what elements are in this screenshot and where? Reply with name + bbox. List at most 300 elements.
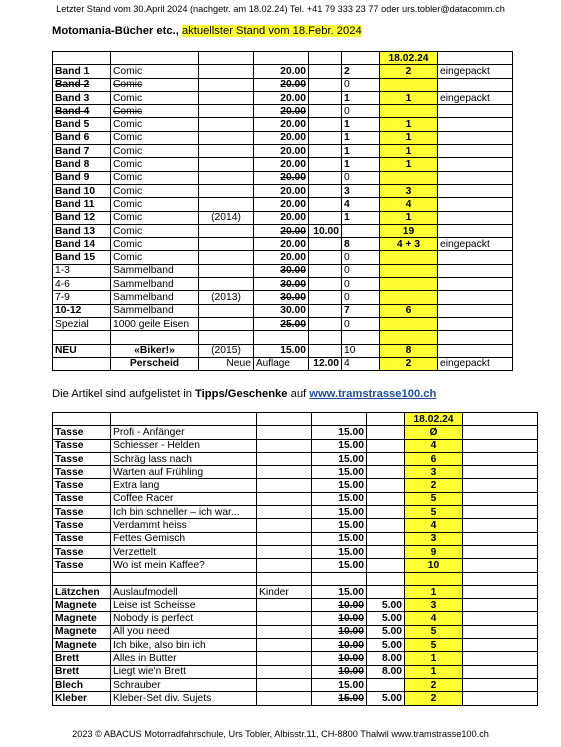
article-price: 10.00: [312, 612, 367, 625]
article-row: [53, 519, 538, 532]
article-extra: [257, 625, 312, 638]
books-table: [52, 51, 513, 371]
article-available: 9: [405, 545, 463, 558]
article-description: All you need: [111, 625, 257, 638]
article-note: [463, 692, 538, 705]
book-row: [53, 211, 513, 224]
book-type: Comic: [111, 171, 199, 184]
book-stock: 3: [342, 184, 380, 197]
book-name: Band 12: [53, 211, 111, 224]
article-available: 4: [405, 439, 463, 452]
article-description: Profi - Anfänger: [111, 426, 257, 439]
book-year: [199, 105, 254, 118]
article-category: Tasse: [53, 439, 111, 452]
book-stock: 0: [342, 78, 380, 91]
book-discount: [309, 238, 342, 251]
article-discount: [367, 678, 405, 691]
book-price: 30.00: [254, 304, 309, 317]
article-note: [463, 439, 538, 452]
book-name: Band 8: [53, 158, 111, 171]
article-available: 5: [405, 625, 463, 638]
book-note: eingepackt: [438, 65, 513, 78]
article-description: Liegt wie'n Brett: [111, 665, 257, 678]
article-discount: 5.00: [367, 692, 405, 705]
book-discount: [309, 317, 342, 330]
article-discount: [367, 519, 405, 532]
book-stock: 1: [342, 91, 380, 104]
article-note: [463, 599, 538, 612]
article-price: 15.00: [312, 532, 367, 545]
article-available: 5: [405, 639, 463, 652]
article-extra: [257, 545, 312, 558]
biker-title: «Biker!»: [111, 344, 199, 357]
book-discount: [309, 105, 342, 118]
article-row: [53, 612, 538, 625]
book-stock: 4: [342, 198, 380, 211]
article-extra: [257, 572, 312, 585]
article-discount: [367, 545, 405, 558]
book-name: Spezial: [53, 317, 111, 330]
book-price: 20.00: [254, 184, 309, 197]
book-price: 20.00: [254, 158, 309, 171]
book-name: Band 1: [53, 65, 111, 78]
book-year: (2013): [199, 291, 254, 304]
article-extra: [257, 426, 312, 439]
book-available: 1: [380, 118, 438, 131]
article-available: Ø: [405, 426, 463, 439]
book-price: 20.00: [254, 198, 309, 211]
article-category: Tasse: [53, 506, 111, 519]
article-extra: [257, 678, 312, 691]
article-discount: [367, 532, 405, 545]
book-row: [53, 304, 513, 317]
book-row: [53, 105, 513, 118]
title-rest: etc.,: [153, 25, 182, 37]
article-row: [53, 585, 538, 598]
book-available: 19: [380, 224, 438, 237]
book-row: [53, 251, 513, 264]
article-discount: [367, 585, 405, 598]
book-available: [380, 291, 438, 304]
book-year: [199, 238, 254, 251]
book-row: [53, 238, 513, 251]
book-year: [199, 158, 254, 171]
article-price: 10.00: [312, 652, 367, 665]
article-extra: [257, 439, 312, 452]
book-note: [438, 184, 513, 197]
title-highlight: aktuellster Stand vom 18.Febr. 2024: [181, 25, 362, 37]
article-extra: [257, 665, 312, 678]
book-available: [380, 264, 438, 277]
spacer-cell: [254, 331, 309, 344]
article-row: [53, 439, 538, 452]
book-type: 1000 geile Eisen: [111, 317, 199, 330]
book-available: 1: [380, 91, 438, 104]
website-link[interactable]: www.tramstrasse100.ch: [309, 388, 437, 400]
article-description: Schiesser - Helden: [111, 439, 257, 452]
book-price: 20.00: [254, 211, 309, 224]
book-stock: 7: [342, 304, 380, 317]
book-year: [199, 131, 254, 144]
article-row: [53, 665, 538, 678]
book-note: eingepackt: [438, 238, 513, 251]
book-note: [438, 317, 513, 330]
book-discount: [309, 145, 342, 158]
article-note: [463, 639, 538, 652]
biker-discount: [309, 344, 342, 357]
articles-intro: [52, 388, 436, 400]
perscheid-neue: Neue: [199, 357, 254, 370]
book-stock: 8: [342, 238, 380, 251]
book-available: 1: [380, 131, 438, 144]
book-type: Comic: [111, 224, 199, 237]
book-discount: [309, 118, 342, 131]
article-available: 4: [405, 519, 463, 532]
spacer-cell: [380, 331, 438, 344]
articles-header-row: [53, 413, 538, 426]
article-extra: [257, 639, 312, 652]
article-category: Kleber: [53, 692, 111, 705]
article-description: Extra lang: [111, 479, 257, 492]
book-price: 20.00: [254, 91, 309, 104]
book-type: Comic: [111, 131, 199, 144]
date-column-header: 18.02.24: [380, 52, 438, 65]
header-cell: [53, 413, 111, 426]
article-note: [463, 479, 538, 492]
book-name: Band 3: [53, 91, 111, 104]
book-price: 20.00: [254, 118, 309, 131]
book-stock: 2: [342, 65, 380, 78]
article-category: Lätzchen: [53, 585, 111, 598]
book-stock: 1: [342, 211, 380, 224]
book-type: Sammelband: [111, 264, 199, 277]
perscheid-title: Perscheid: [111, 357, 199, 370]
article-row: [53, 452, 538, 465]
article-discount: [367, 439, 405, 452]
header-contact-line: Letzter Stand vom 30.April 2024 (nachgetr. am 18.02.24) Tel. +41 79 333 23 77 oder urs.tobler@datacomm.ch: [56, 4, 505, 14]
book-row: [53, 224, 513, 237]
article-discount: [367, 479, 405, 492]
book-note: [438, 198, 513, 211]
book-year: [199, 184, 254, 197]
book-available: [380, 105, 438, 118]
article-note: [463, 652, 538, 665]
book-year: [199, 78, 254, 91]
article-note: [463, 452, 538, 465]
book-type: Comic: [111, 184, 199, 197]
article-discount: 5.00: [367, 639, 405, 652]
article-extra: [257, 506, 312, 519]
book-type: Comic: [111, 145, 199, 158]
article-extra: Kinder: [257, 585, 312, 598]
date-column-header: 18.02.24: [405, 413, 463, 426]
article-row: [53, 545, 538, 558]
book-row: [53, 131, 513, 144]
article-price: 15.00: [312, 545, 367, 558]
book-year: [199, 278, 254, 291]
biker-price: 15.00: [254, 344, 309, 357]
book-discount: [309, 304, 342, 317]
article-category: Tasse: [53, 519, 111, 532]
article-note: [463, 559, 538, 572]
page-title: [52, 25, 362, 37]
article-discount: [367, 426, 405, 439]
book-note: eingepackt: [438, 91, 513, 104]
book-stock: 1: [342, 158, 380, 171]
book-note: [438, 278, 513, 291]
article-discount: [367, 452, 405, 465]
article-row: [53, 426, 538, 439]
book-row: [53, 145, 513, 158]
book-stock: 0: [342, 105, 380, 118]
article-discount: [367, 572, 405, 585]
article-price: 15.00: [312, 519, 367, 532]
article-available: 2: [405, 678, 463, 691]
book-discount: [309, 211, 342, 224]
book-year: [199, 251, 254, 264]
article-extra: [257, 692, 312, 705]
article-description: Fettes Gemisch: [111, 532, 257, 545]
header-cell: [199, 52, 254, 65]
article-row: [53, 572, 538, 585]
article-price: 15.00: [312, 506, 367, 519]
article-price: 10.00: [312, 665, 367, 678]
book-price: 20.00: [254, 78, 309, 91]
article-description: Kleber-Set div. Sujets: [111, 692, 257, 705]
neu-biker-row: [53, 344, 513, 357]
article-available: [405, 572, 463, 585]
article-price: 15.00: [312, 452, 367, 465]
header-cell: [254, 52, 309, 65]
article-category: Tasse: [53, 492, 111, 505]
book-name: Band 14: [53, 238, 111, 251]
article-category: Brett: [53, 665, 111, 678]
book-note: [438, 158, 513, 171]
article-discount: 5.00: [367, 599, 405, 612]
book-name: Band 4: [53, 105, 111, 118]
book-year: [199, 317, 254, 330]
article-extra: [257, 492, 312, 505]
article-description: Schräg lass nach: [111, 452, 257, 465]
book-year: [199, 65, 254, 78]
article-category: Tasse: [53, 426, 111, 439]
article-note: [463, 585, 538, 598]
book-note: [438, 224, 513, 237]
article-category: Tasse: [53, 559, 111, 572]
article-description: [111, 572, 257, 585]
book-name: Band 11: [53, 198, 111, 211]
book-name: Band 9: [53, 171, 111, 184]
article-extra: [257, 452, 312, 465]
book-price: 25.00: [254, 317, 309, 330]
book-discount: [309, 198, 342, 211]
article-category: [53, 572, 111, 585]
article-description: Auslaufmodell: [111, 585, 257, 598]
article-price: [312, 572, 367, 585]
article-category: Tasse: [53, 545, 111, 558]
book-note: [438, 291, 513, 304]
book-year: [199, 145, 254, 158]
article-row: [53, 532, 538, 545]
article-description: Verdammt heiss: [111, 519, 257, 532]
book-price: 20.00: [254, 65, 309, 78]
article-category: Magnete: [53, 639, 111, 652]
article-category: Blech: [53, 678, 111, 691]
book-type: Comic: [111, 238, 199, 251]
book-available: [380, 278, 438, 291]
book-available: 4: [380, 198, 438, 211]
book-type: Comic: [111, 105, 199, 118]
book-available: 2: [380, 65, 438, 78]
book-year: [199, 224, 254, 237]
book-stock: 1: [342, 118, 380, 131]
article-row: [53, 625, 538, 638]
article-discount: 8.00: [367, 652, 405, 665]
article-discount: 8.00: [367, 665, 405, 678]
article-category: Tasse: [53, 452, 111, 465]
book-type: Comic: [111, 251, 199, 264]
article-available: 3: [405, 599, 463, 612]
perscheid-stock: 4: [342, 357, 380, 370]
header-cell: [111, 52, 199, 65]
book-available: [380, 317, 438, 330]
book-name: Band 13: [53, 224, 111, 237]
book-name: 7-9: [53, 291, 111, 304]
perscheid-blank: [53, 357, 111, 370]
book-price: 30.00: [254, 291, 309, 304]
header-cell: [309, 52, 342, 65]
book-row: [53, 264, 513, 277]
article-available: 3: [405, 466, 463, 479]
book-row: [53, 198, 513, 211]
intro-bold: Tipps/Geschenke: [195, 388, 288, 400]
article-available: 1: [405, 585, 463, 598]
articles-table: [52, 412, 538, 706]
book-row: [53, 65, 513, 78]
article-note: [463, 466, 538, 479]
book-stock: 0: [342, 278, 380, 291]
book-name: 1-3: [53, 264, 111, 277]
article-row: [53, 479, 538, 492]
article-discount: [367, 466, 405, 479]
article-price: 10.00: [312, 639, 367, 652]
book-price: 20.00: [254, 251, 309, 264]
article-available: 6: [405, 452, 463, 465]
book-stock: 1: [342, 145, 380, 158]
spacer-cell: [309, 331, 342, 344]
book-stock: 0: [342, 251, 380, 264]
article-discount: [367, 506, 405, 519]
article-extra: [257, 519, 312, 532]
article-price: 15.00: [312, 439, 367, 452]
book-row: [53, 171, 513, 184]
article-category: Magnete: [53, 612, 111, 625]
article-note: [463, 665, 538, 678]
header-cell: [111, 413, 257, 426]
intro-text-2: auf: [287, 388, 310, 400]
article-description: Leise ist Scheisse: [111, 599, 257, 612]
article-price: 15.00: [312, 585, 367, 598]
book-row: [53, 291, 513, 304]
book-discount: [309, 251, 342, 264]
book-discount: [309, 264, 342, 277]
spacer-cell: [111, 331, 199, 344]
article-note: [463, 572, 538, 585]
book-note: [438, 171, 513, 184]
book-year: [199, 118, 254, 131]
article-description: Alles in Butter: [111, 652, 257, 665]
article-discount: 5.00: [367, 612, 405, 625]
article-price: 15.00: [312, 559, 367, 572]
book-name: Band 6: [53, 131, 111, 144]
article-extra: [257, 532, 312, 545]
article-row: [53, 506, 538, 519]
article-note: [463, 519, 538, 532]
spacer-cell: [199, 331, 254, 344]
article-row: [53, 466, 538, 479]
article-description: Schrauber: [111, 678, 257, 691]
article-description: Verzettelt: [111, 545, 257, 558]
article-price: 10.00: [312, 599, 367, 612]
article-category: Tasse: [53, 479, 111, 492]
book-note: [438, 211, 513, 224]
book-note: [438, 145, 513, 158]
article-extra: [257, 559, 312, 572]
book-discount: [309, 291, 342, 304]
perscheid-available: 2: [380, 357, 438, 370]
article-note: [463, 532, 538, 545]
book-type: Comic: [111, 158, 199, 171]
biker-note: [438, 344, 513, 357]
book-available: [380, 251, 438, 264]
book-row: [53, 91, 513, 104]
perscheid-auflage: Auflage: [254, 357, 309, 370]
book-note: [438, 78, 513, 91]
book-name: Band 2: [53, 78, 111, 91]
book-price: 30.00: [254, 264, 309, 277]
book-stock: 0: [342, 264, 380, 277]
book-available: [380, 171, 438, 184]
book-row: [53, 158, 513, 171]
article-note: [463, 492, 538, 505]
book-available: 1: [380, 145, 438, 158]
header-cell: [257, 413, 312, 426]
book-stock: 0: [342, 291, 380, 304]
article-note: [463, 612, 538, 625]
spacer-cell: [438, 331, 513, 344]
article-row: [53, 492, 538, 505]
book-discount: [309, 158, 342, 171]
article-note: [463, 545, 538, 558]
article-price: 15.00: [312, 692, 367, 705]
article-description: Coffee Racer: [111, 492, 257, 505]
book-available: 1: [380, 158, 438, 171]
article-category: Brett: [53, 652, 111, 665]
neu-label: NEU: [53, 344, 111, 357]
article-note: [463, 426, 538, 439]
article-price: 10.00: [312, 625, 367, 638]
book-discount: [309, 78, 342, 91]
biker-stock: 10: [342, 344, 380, 357]
article-discount: [367, 492, 405, 505]
spacer-cell: [53, 331, 111, 344]
article-row: [53, 639, 538, 652]
book-available: 6: [380, 304, 438, 317]
article-category: Magnete: [53, 599, 111, 612]
book-note: [438, 131, 513, 144]
book-year: [199, 91, 254, 104]
book-price: 20.00: [254, 145, 309, 158]
